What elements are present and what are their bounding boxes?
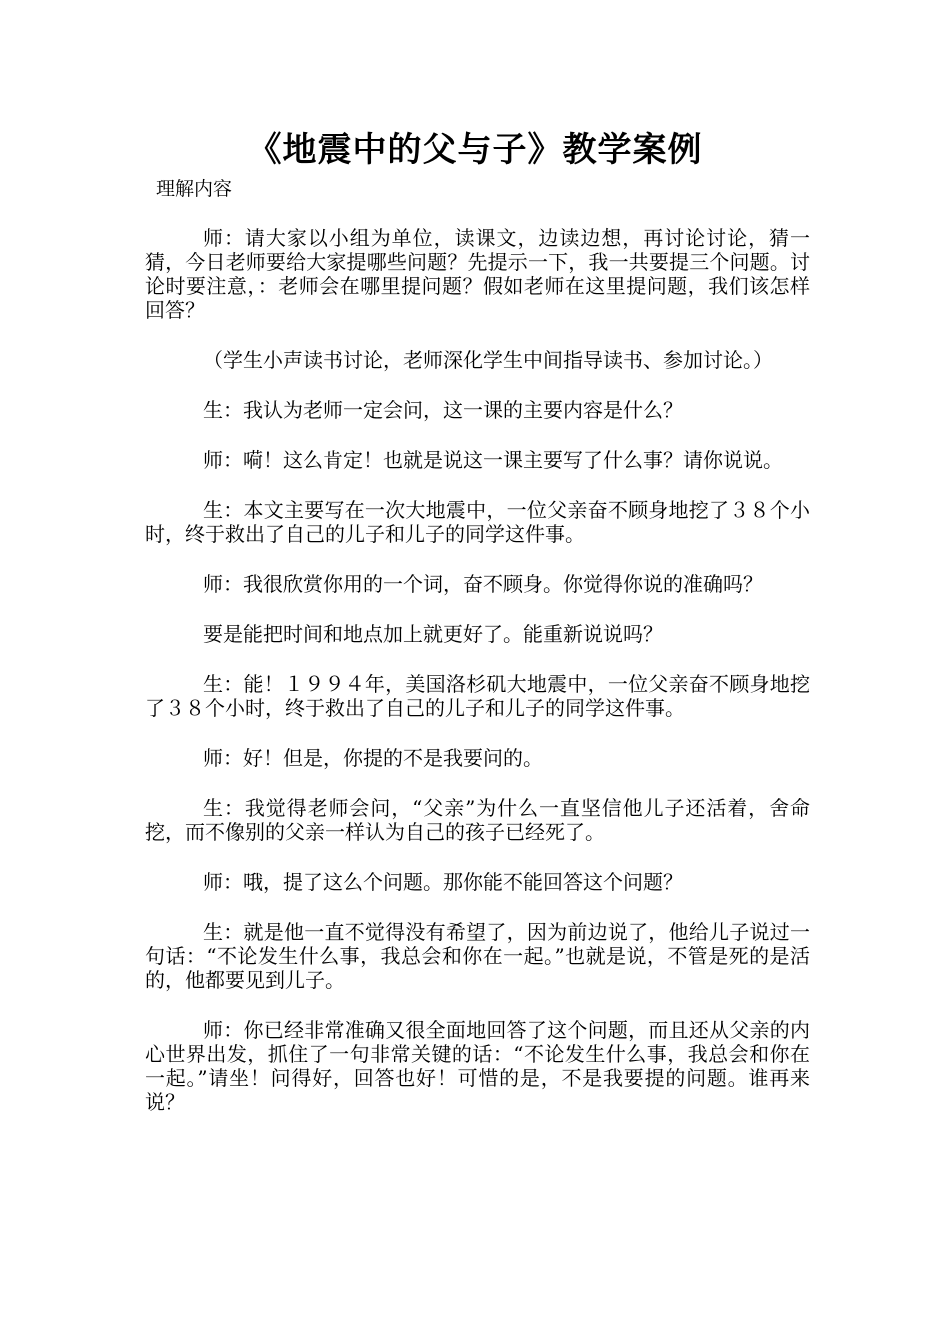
paragraph: 师：请大家以小组为单位，读课文，边读边想，再讨论讨论，猜一猜，今日老师要给大家提哪些问题？先提示一下，我一共要提三个问题。讨论时要注意，：老师会在哪里提问题？假如老师在这里提问题，我们该怎样回答？ [145,226,810,322]
document-body [145,226,810,1140]
paragraph: 师：哦，提了这么个问题。那你能不能回答这个问题？ [203,870,683,894]
paragraph: 师：嗬！这么肯定！也就是说这一课主要写了什么事？请你说说。 [203,448,783,472]
paragraph: 生：就是他一直不觉得没有希望了，因为前边说了，他给儿子说过一句话：“不论发生什么事，我总会和你在一起。”也就是说，不管是死的是活的，他都要见到儿子。 [145,920,810,992]
paragraph: （学生小声读书讨论，老师深化学生中间指导读书、参加讨论。） [203,348,773,372]
paragraph: 要是能把时间和地点加上就更好了。能重新说说吗？ [203,622,663,646]
paragraph: 师：我很欣赏你用的一个词，奋不顾身。你觉得你说的准确吗？ [203,572,763,596]
paragraph: 生：我认为老师一定会问，这一课的主要内容是什么？ [203,398,683,422]
paragraph: 师：好！但是，你提的不是我要问的。 [203,746,543,770]
paragraph: 生：能！１９９４年，美国洛杉矶大地震中，一位父亲奋不顾身地挖了３８个小时，终于救出了自己的儿子和儿子的同学这件事。 [145,672,810,720]
paragraph: 师：你已经非常准确又很全面地回答了这个问题，而且还从父亲的内心世界出发，抓住了一句非常关键的话：“不论发生什么事，我总会和你在一起。”请坐！问得好，回答也好！可惜的是，不是我要提的问题。谁再来说？ [145,1018,810,1114]
document-title: 《地震中的父与子》教学案例 [247,130,703,170]
paragraph: 生：本文主要写在一次大地震中，一位父亲奋不顾身地挖了３８个小时，终于救出了自己的儿子和儿子的同学这件事。 [145,498,810,546]
paragraph: 生：我觉得老师会问，“父亲”为什么一直坚信他儿子还活着，舍命挖，而不像别的父亲一样认为自己的孩子已经死了。 [145,796,810,844]
section-heading: 理解内容 [156,178,233,200]
